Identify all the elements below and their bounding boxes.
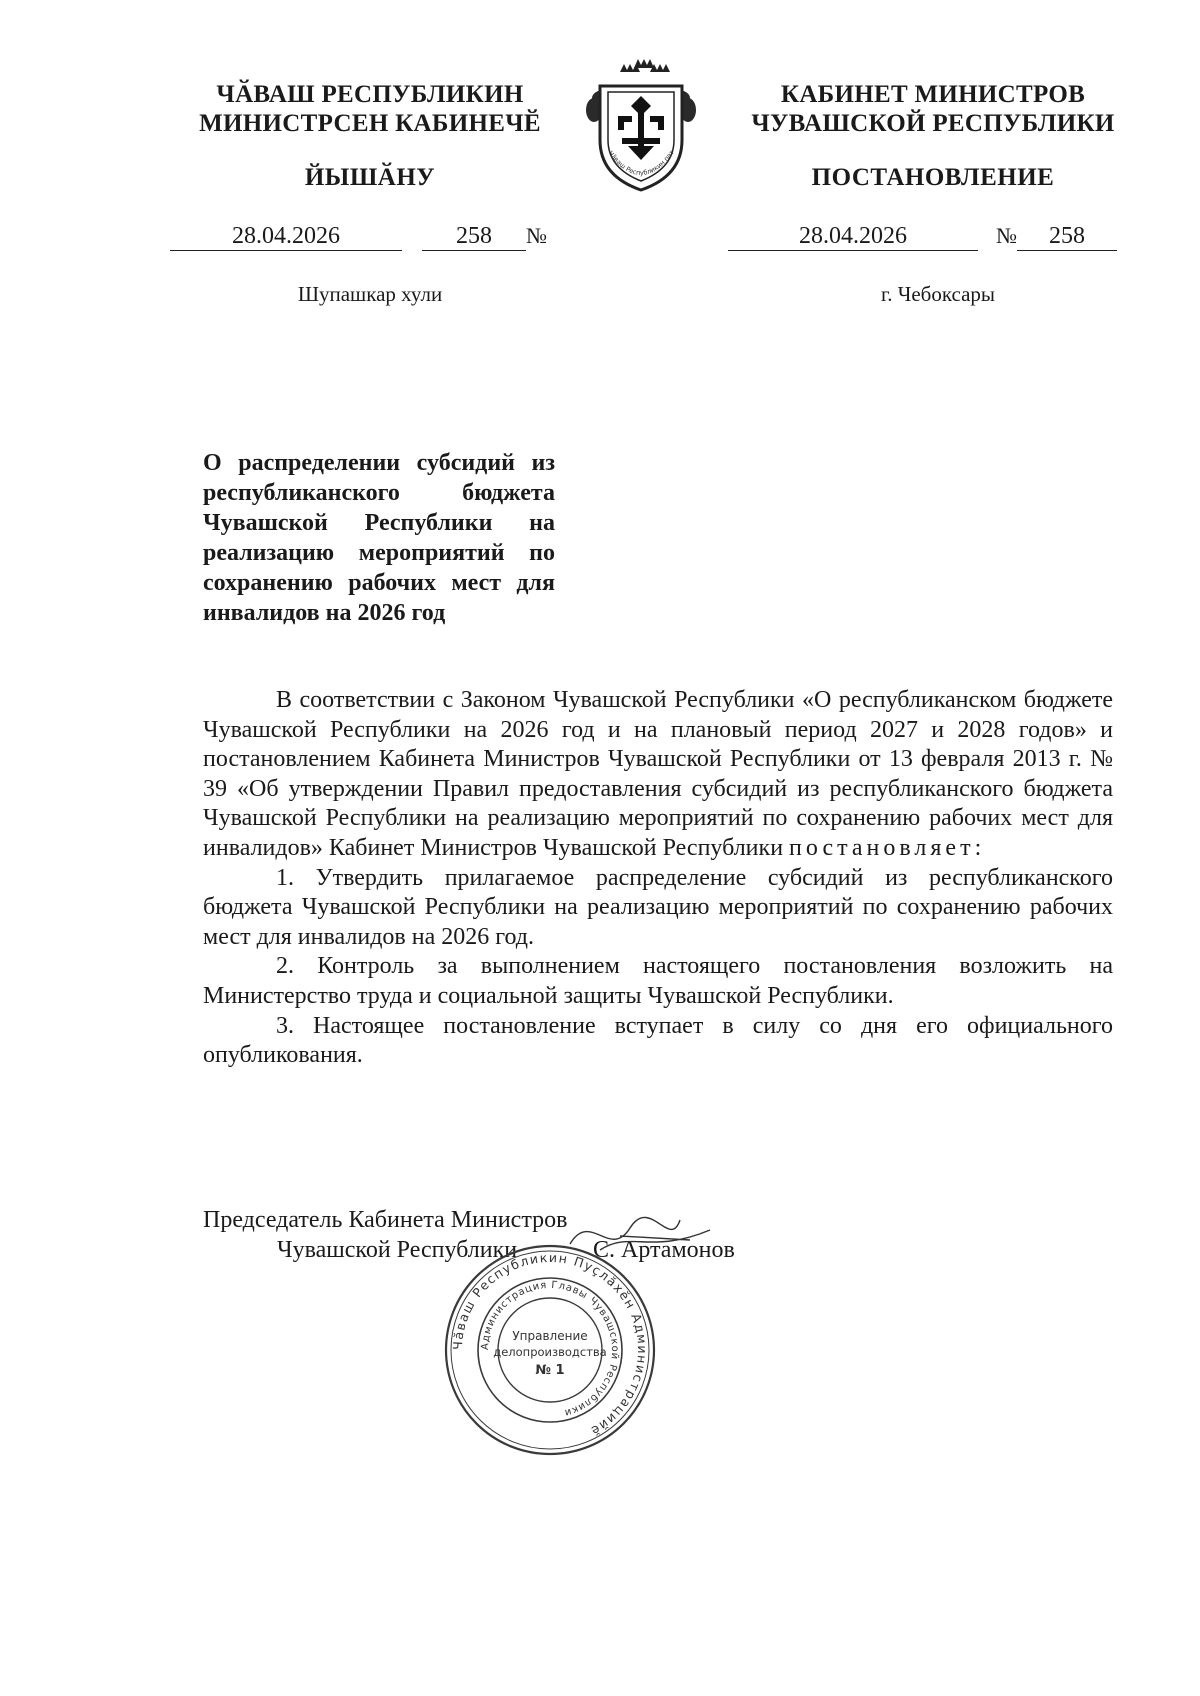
header-right-org bbox=[728, 80, 1138, 138]
body-item-2: 2. Контроль за выполнением настоящего постановления возложить на Министерство труда и социальной защиты Чувашской Республики. bbox=[203, 953, 1113, 1009]
emblem-ring-text: Чӑваш Республикин пат bbox=[606, 148, 676, 178]
header-right-date: 28.04.2026 bbox=[728, 222, 978, 251]
header-right-doctype: ПОСТАНОВЛЕНИЕ bbox=[811, 164, 1055, 191]
body-preamble bbox=[203, 686, 1113, 864]
header-left-line1: ЧӐВАШ РЕСПУБЛИКИН bbox=[216, 81, 524, 108]
stamp-center-line3: № 1 bbox=[535, 1363, 565, 1378]
header-left-org bbox=[170, 80, 570, 138]
signature-name: С. Артамонов bbox=[593, 1237, 735, 1263]
body-item-1: 1. Утвердить прилагаемое распределение субсидий из республиканского бюджета Чувашской Республики на реализацию мероприятий по сохранению рабочих мест для инвалидов на 2026 год. bbox=[203, 864, 1113, 950]
stamp-center-line2: делопроизводства bbox=[493, 1345, 607, 1359]
header-right-line2: ЧУВАШСКОЙ РЕСПУБЛИКИ bbox=[751, 110, 1115, 137]
body-decree-word: постановляет: bbox=[789, 834, 986, 861]
header-left-doctype: ЙЫШӐНУ bbox=[304, 164, 436, 191]
stamp-center-line1: Управление bbox=[512, 1329, 588, 1343]
header-right-place: г. Чебоксары bbox=[880, 282, 996, 306]
document-body bbox=[203, 686, 1113, 1071]
header-right-number: 258 bbox=[1017, 222, 1117, 251]
header-left-line2: МИНИСТРСЕН КАБИНЕЧӖ bbox=[199, 110, 541, 137]
body-item-3: 3. Настоящее постановление вступает в силу со дня его официального опубликования. bbox=[203, 1012, 1113, 1069]
header-right-date-row bbox=[728, 222, 1148, 251]
body-preamble-text: В соответствии с Законом Чувашской Республики «О республиканском бюджете Чувашской Республики на 2026 год и на плановый период 2027 и 2028 годов» и постановлением Кабинета Министров Чувашской Республики от 13 февраля 2013 г. № 39 «Об утверждении Правил предоставления субсидий из республиканского бюджета Чувашской Республики на реализацию мероприятий по сохранению рабочих мест для инвалидов» Кабинет Министров Чувашской Республики bbox=[203, 687, 1113, 861]
header-left-date-row bbox=[170, 222, 570, 251]
official-stamp bbox=[440, 1240, 660, 1460]
chuvash-coat-of-arms-icon bbox=[570, 54, 712, 204]
header-right-number-sign: № bbox=[996, 223, 1017, 248]
header-left-place: Шупашкар хули bbox=[297, 282, 443, 306]
header-left-number: 258 bbox=[422, 222, 526, 251]
signature-line2: Чувашской Республики bbox=[277, 1237, 518, 1263]
document-title: О распределении субсидий из республиканского бюджета Чувашской Республики на реализацию мероприятий по сохранению рабочих мест для инвалидов на 2026 год bbox=[203, 450, 555, 626]
stamp-inner-ring-text: Администрация Главы Чувашской Республики bbox=[479, 1279, 621, 1419]
signature-line1: Председатель Кабинета Министров bbox=[203, 1207, 568, 1233]
header-right-line1: КАБИНЕТ МИНИСТРОВ bbox=[780, 81, 1086, 108]
stamp-outer-ring-text: Чӑваш Республикин Пуҫлӑхӗн Администрацийӗ bbox=[449, 1249, 651, 1440]
header-left-number-sign: № bbox=[526, 223, 547, 248]
header-left-date: 28.04.2026 bbox=[170, 222, 402, 251]
